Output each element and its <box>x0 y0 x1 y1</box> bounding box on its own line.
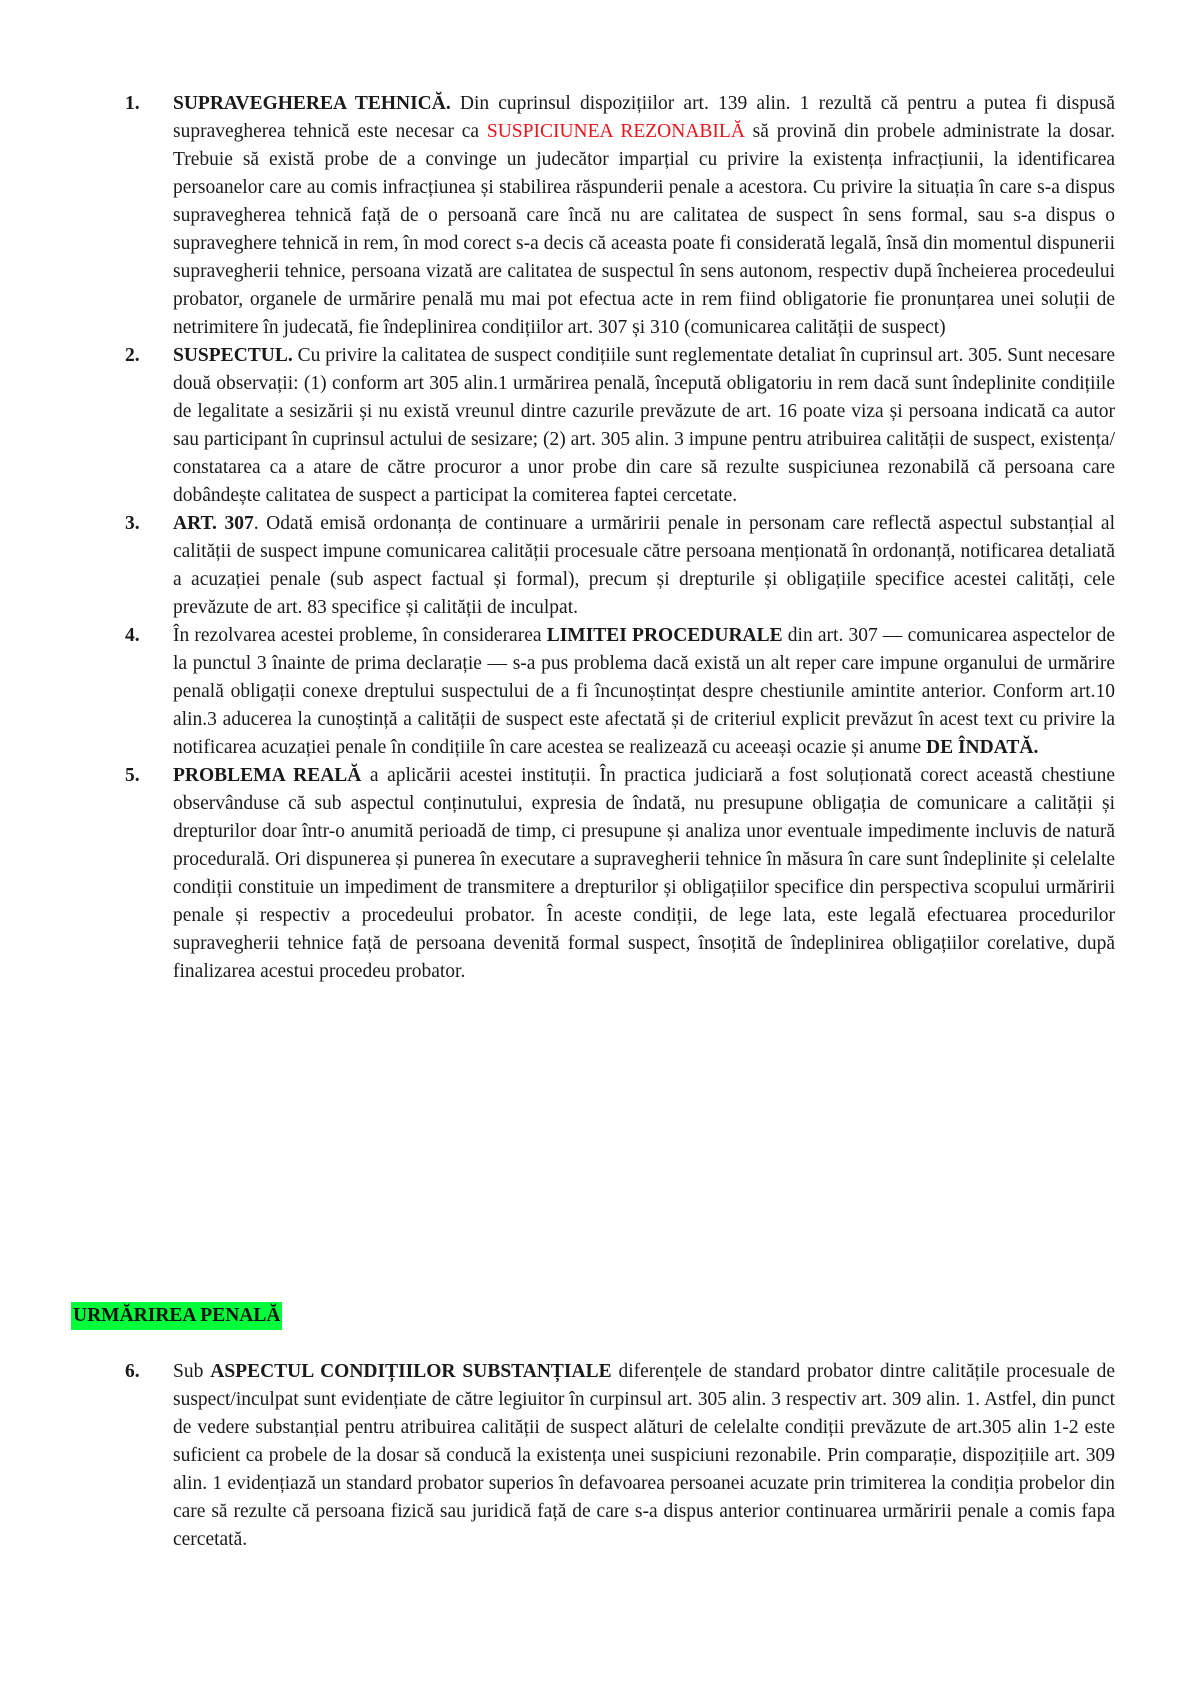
item-bold-end: DE ÎNDATĂ. <box>926 737 1039 758</box>
item-number: 1. <box>125 93 140 114</box>
item-lead: ART. 307 <box>173 513 254 534</box>
item-lead: SUSPECTUL. <box>173 345 293 366</box>
item-text: . Odată emisă ordonanța de continuare a urmăririi penale in personam care reflectă aspectul substanțial al calității de suspect impune comunicarea calității procesuale către persoana menționată în ordonanță, notificarea detaliată a acuzației penale (sub aspect factual și formal), precum și drepturile și obligațiile specifice acestei calități, cele prevăzute de art. 83 specifice și calității de inculpat. <box>173 513 1115 618</box>
item-lead: SUPRAVEGHEREA TEHNICĂ. <box>173 93 451 114</box>
list-item-6 <box>125 1358 1115 1554</box>
item-text: a aplicării acestei instituții. În practica judiciară a fost soluționată corect această chestiune observânduse că sub aspectul conținutului, expresia de îndată, nu presupune obligația de comunicare a calității și drepturilor doar într-o anumită perioadă de timp, ci presupune și analiza unor eventuale impedimente incluvis de natură procedurală. Ori dispunerea și punerea în executare a supravegherii tehnice în măsura în care sunt îndeplinite și celelalte condiții constituie un impediment de transmitere a drepturilor și obligațiilor specifice din perspectiva scopului urmăririi penale și respectiv a procedeului probator. În aceste condiții, de lege lata, este legală efectuarea procedurilor supravegherii tehnice față de persoana devenită formal suspect, însoțită de îndeplinirea obligațiilor corelative, după finalizarea acestui procedeu probator. <box>173 765 1115 982</box>
item-bold-phrase: LIMITEI PROCEDURALE <box>546 625 783 646</box>
item-text: Cu privire la calitatea de suspect condițiile sunt reglementate detaliat în cuprinsul art. 305. Sunt necesare două observații: (1) conform art 305 alin.1 urmărirea penală, începută obligatoriu in rem dacă sunt îndeplinite condițiile de legalitate a sesizării și nu există vreunul dintre cazurile prevăzute de art. 16 poate viza și persoana indicată ca autor sau participant în cuprinsul actului de sesizare; (2) art. 305 alin. 3 impune pentru atribuirea calității de suspect, existența/ constatarea ca a atare de către procuror a unor probe din care să rezulte suspiciunea rezonabilă că persoana care dobândește calitatea de suspect a participat la comiterea faptei cercetate. <box>173 345 1115 506</box>
item-text: Din cuprinsul dispozițiilor art. 139 alin. 1 rezultă că pentru a putea fi dispusă supravegherea tehnică este necesar ca <box>173 93 1115 142</box>
list-item-3 <box>125 510 1115 622</box>
item-text: diferențele de standard probator dintre calitățile procesuale de suspect/inculpat sunt evidențiate de către legiuitor în curpinsul art. 305 alin. 3 respectiv art. 309 alin. 1. Astfel, din punct de vedere substanțial pentru atribuirea calității de suspect alături de celelalte condiții prevăzute de art.305 alin 1-2 este suficient ca probele de la dosar să conducă la existența unei suspiciuni rezonabile. Prin comparație, dispozițiile art. 309 alin. 1 evidențiază un standard probator superios în defavoarea persoanei acuzate prin trimiterea la condiția probelor din care să rezulte că persoana fizică sau juridică față de care s-a dispus anterior continuarea urmăririi penale a comis fapa cercetată. <box>173 1361 1115 1550</box>
item-text: din art. 307 — comunicarea aspectelor de la punctul 3 înainte de prima declarație — s-a pus problema dacă există un alt reper care impune organului de urmărire penală obligații conexe dreptului suspectului de a fi încunoștințat despre chestiunile amintite anterior. Conform art.10 alin.3 aducerea la cunoștință a calității de suspect este afectată și de criteriul explicit prevăzut în acest text cu privire la notificarea acuzației penale în condițiile în care acestea se realizează cu aceeași ocazie și anume <box>173 625 1115 758</box>
numbered-list-second <box>125 1358 1115 1554</box>
numbered-list-main <box>125 90 1115 986</box>
list-item-2 <box>125 342 1115 510</box>
item-text: să provină din probele administrate la dosar. Trebuie să există probe de a convinge un judecător imparțial cu privire la existența infracțiunii, la identificarea persoanelor care au comis infracțiunea și stabilirea răspunderii penale a acestora. Cu privire la situația în care s-a dispus supravegherea tehnică față de o persoană care încă nu are calitatea de suspect în sens formal, sau s-a dispus o supraveghere tehnică in rem, în mod corect s-a decis că aceasta poate fi considerată legală, însă din momentul dispunerii supravegherii tehnice, persoana vizată are calitatea de suspectul în sens autonom, respectiv după încheierea procedeului probator, organele de urmărire penală mu mai pot efectua acte in rem fiind obligatorie fie pronunțarea unei soluții de netrimitere în judecată, fie îndeplinirea condițiilor art. 307 și 310 (comunicarea calității de suspect) <box>173 121 1116 338</box>
list-item-1 <box>125 90 1115 342</box>
item-number: 2. <box>125 345 140 366</box>
highlight-red-text: SUSPICIUNEA REZONABILĂ <box>486 121 745 142</box>
item-number: 6. <box>125 1361 140 1382</box>
item-bold-phrase: ASPECTUL CONDIȚIILOR SUBSTANȚIALE <box>210 1361 612 1382</box>
list-item-4 <box>125 622 1115 762</box>
list-item-5 <box>125 762 1115 986</box>
item-number: 4. <box>125 625 140 646</box>
item-number: 3. <box>125 513 140 534</box>
item-text: Sub <box>173 1361 211 1382</box>
item-text: În rezolvarea acestei probleme, în considerarea <box>173 625 547 646</box>
item-lead: PROBLEMA REALĂ <box>173 765 362 786</box>
section-heading: URMĂRIREA PENALĂ <box>71 1302 282 1330</box>
item-number: 5. <box>125 765 140 786</box>
